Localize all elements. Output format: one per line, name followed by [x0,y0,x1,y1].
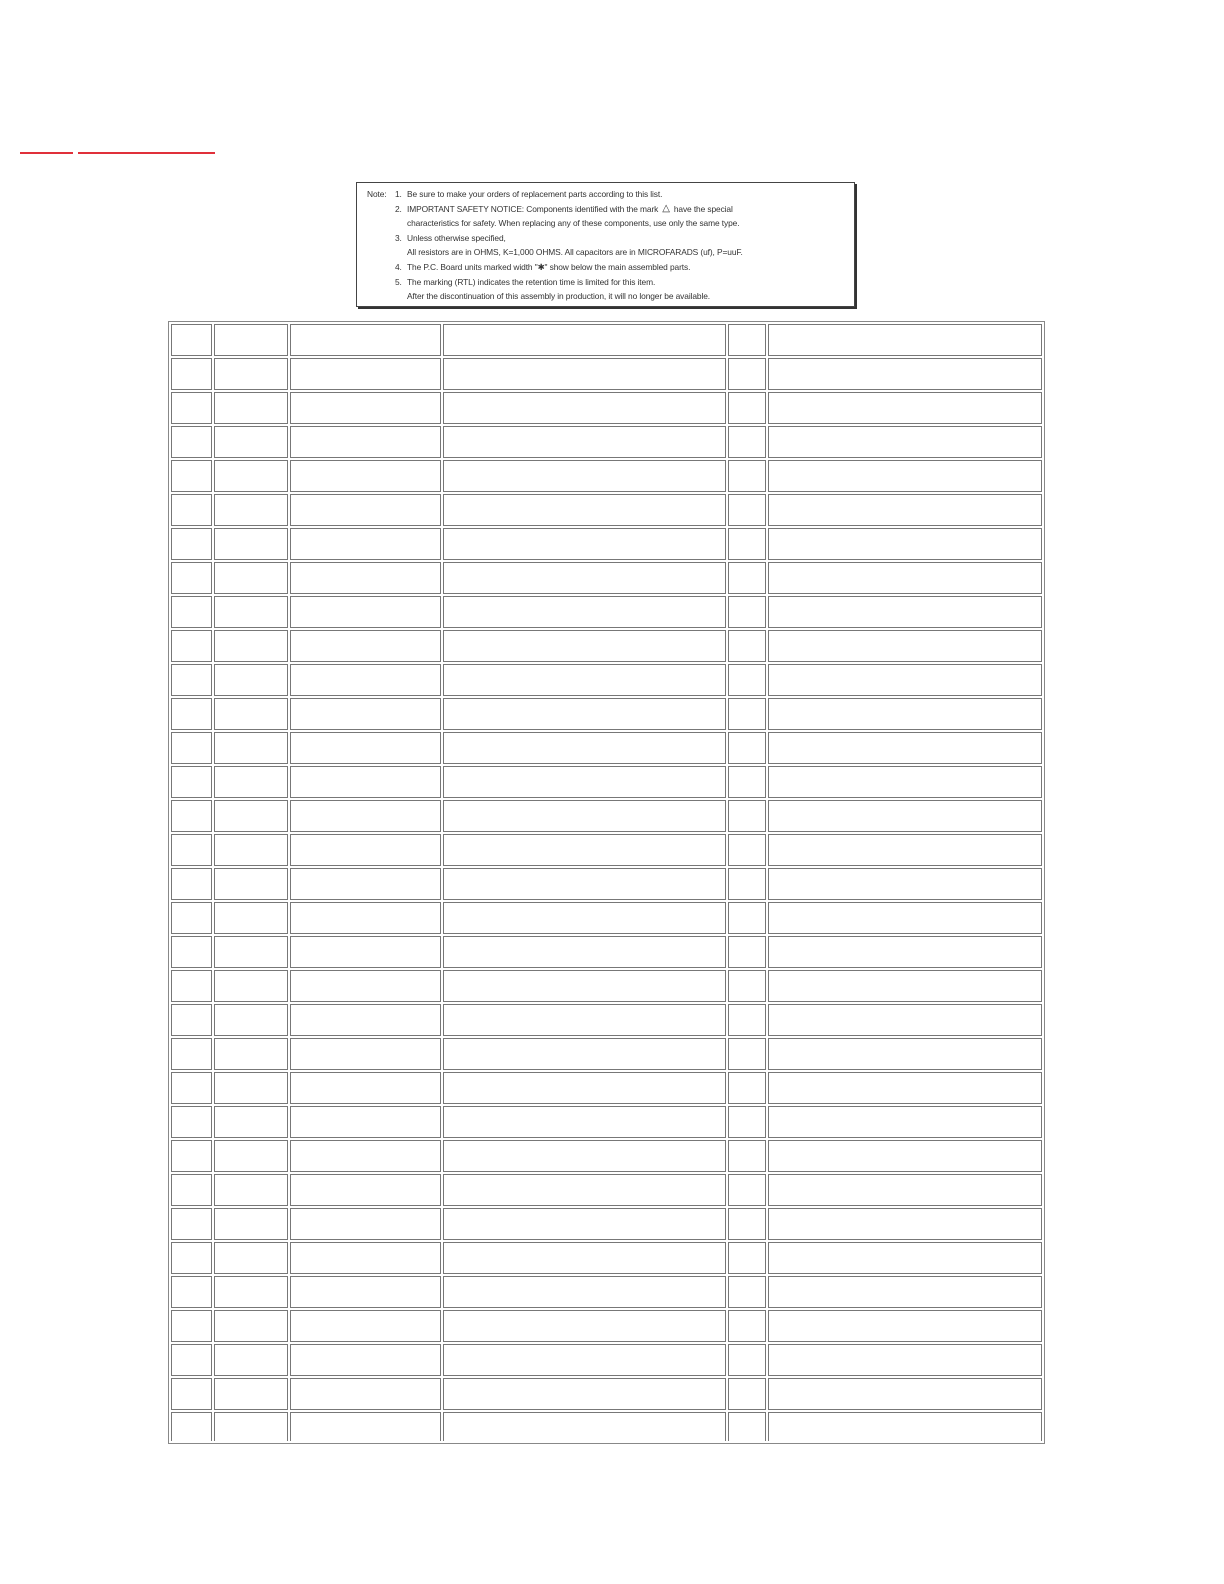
table-row [171,1004,1042,1036]
table-cell [290,392,442,424]
table-cell [290,902,442,934]
table-cell [443,664,725,696]
note-item-5-cont [367,289,846,304]
table-cell [171,528,212,560]
table-cell [171,936,212,968]
table-cell [171,562,212,594]
table-cell [443,494,725,526]
table-cell [728,460,766,492]
table-cell [768,494,1042,526]
table-cell [768,1004,1042,1036]
notes-box [356,182,855,307]
table-cell [728,902,766,934]
safety-mark-icon: △ [662,202,670,214]
table-cell [214,1072,287,1104]
table-cell [171,868,212,900]
table-cell [290,494,442,526]
table-cell [171,324,212,356]
table-cell [214,358,287,390]
note-item-1 [367,187,846,202]
note-item-4 [367,260,846,275]
table-cell [443,1344,725,1376]
table-cell [171,1004,212,1036]
table-cell [768,834,1042,866]
table-cell [171,460,212,492]
table-row [171,528,1042,560]
table-cell [171,664,212,696]
table-cell [290,562,442,594]
note-text: After the discontinuation of this assembly in production, it will no longer be available. [407,291,711,302]
table-cell [728,664,766,696]
table-cell [728,1174,766,1206]
table-cell [214,562,287,594]
note-text: The P.C. Board units marked width "✱" show below the main assembled parts. [407,261,691,272]
table-cell [290,426,442,458]
table-row [171,766,1042,798]
table-cell [290,664,442,696]
table-cell [214,732,287,764]
table-cell [171,1208,212,1240]
table-cell [214,392,287,424]
table-cell [171,1174,212,1206]
table-cell [443,1072,725,1104]
table-cell [728,1072,766,1104]
table-cell [768,1276,1042,1308]
table-row [171,358,1042,390]
table-cell [728,358,766,390]
table-cell [443,426,725,458]
table-row [171,1174,1042,1206]
table-cell [443,596,725,628]
table-cell [443,630,725,662]
note-label: Note: [367,189,387,199]
note-item-5 [367,275,846,290]
note-text: Be sure to make your orders of replacement parts according to this list. [407,189,663,199]
table-cell [171,800,212,832]
table-cell [171,1140,212,1172]
table-cell [768,970,1042,1002]
table-cell [290,766,442,798]
table-cell [768,766,1042,798]
table-cell [443,732,725,764]
table-cell [443,1242,725,1274]
note-number: 4. [395,261,402,272]
table-cell [443,698,725,730]
table-cell [171,834,212,866]
parts-list-table [168,321,1045,1444]
table-cell [290,698,442,730]
table-cell [171,392,212,424]
table-cell [171,596,212,628]
table-cell [443,1378,725,1410]
table-cell [768,902,1042,934]
table-row [171,426,1042,458]
table-cell [728,1208,766,1240]
table-cell [214,426,287,458]
table-cell [768,732,1042,764]
table-cell [214,698,287,730]
table-row [171,392,1042,424]
table-cell [290,1106,442,1138]
table-cell [768,1310,1042,1342]
table-cell [214,868,287,900]
table-cell [290,868,442,900]
table-cell [728,970,766,1002]
table-cell [290,1412,442,1441]
table-cell [171,970,212,1002]
note-item-2 [367,202,846,217]
table-cell [728,426,766,458]
table-cell [768,460,1042,492]
table-cell [443,1412,725,1441]
table-cell [443,936,725,968]
table-cell [443,1140,725,1172]
table-cell [171,1344,212,1376]
table-cell [768,936,1042,968]
table-row [171,698,1042,730]
table-cell [728,732,766,764]
table-cell [728,1004,766,1036]
table-cell [214,1208,287,1240]
table-row [171,324,1042,356]
table-cell [290,460,442,492]
table-cell [443,1276,725,1308]
nav-link-back[interactable] [20,140,73,154]
table-cell [214,596,287,628]
table-row [171,1378,1042,1410]
table-cell [768,426,1042,458]
table-cell [171,1412,212,1441]
table-cell [214,1174,287,1206]
table-cell [290,528,442,560]
table-cell [443,392,725,424]
table-cell [728,596,766,628]
note-text: characteristics for safety. When replacing any of these components, use only the same type. [407,218,740,229]
table-cell [728,766,766,798]
table-cell [290,358,442,390]
table-cell [214,1378,287,1410]
table-cell [768,1378,1042,1410]
table-cell [728,1344,766,1376]
table-cell [728,1106,766,1138]
note-text: IMPORTANT SAFETY NOTICE: Components identified with the mark [407,203,659,214]
table-cell [214,800,287,832]
table-cell [171,698,212,730]
table-cell [171,1310,212,1342]
table-cell [768,1072,1042,1104]
note-number: 2. [395,203,402,214]
table-cell [290,324,442,356]
table-cell [443,1310,725,1342]
table-cell [171,1106,212,1138]
table-row [171,902,1042,934]
table-cell [728,1276,766,1308]
table-cell [290,596,442,628]
table-row [171,1310,1042,1342]
table-cell [728,324,766,356]
table-cell [214,460,287,492]
table-cell [214,528,287,560]
table-cell [768,562,1042,594]
table-cell [214,324,287,356]
table-cell [290,1344,442,1376]
table-cell [171,902,212,934]
table-cell [728,1242,766,1274]
table-cell [768,630,1042,662]
table-cell [290,732,442,764]
table-row [171,1412,1042,1441]
table-cell [290,1208,442,1240]
note-number: 3. [395,232,402,243]
table-cell [728,1140,766,1172]
table-cell [768,1174,1042,1206]
table-cell [768,1412,1042,1441]
table-cell [728,630,766,662]
table-cell [768,1242,1042,1274]
table-row [171,460,1042,492]
table-cell [768,1344,1042,1376]
note-number: 1. [395,189,402,199]
table-cell [728,392,766,424]
table-cell [768,1038,1042,1070]
nav-link-index[interactable] [78,140,215,154]
table-cell [443,460,725,492]
table-row [171,1276,1042,1308]
table-cell [728,562,766,594]
table-cell [768,324,1042,356]
table-cell [214,1038,287,1070]
table-cell [768,1140,1042,1172]
table-cell [214,1310,287,1342]
table-row [171,494,1042,526]
table-cell [290,1310,442,1342]
table-cell [214,1344,287,1376]
table-cell [290,970,442,1002]
table-cell [290,834,442,866]
table-cell [728,1412,766,1441]
table-row [171,1140,1042,1172]
table-cell [768,868,1042,900]
table-row [171,800,1042,832]
table-cell [728,1038,766,1070]
table-cell [214,970,287,1002]
table-row [171,732,1042,764]
table-cell [171,1242,212,1274]
table-cell [290,1072,442,1104]
table-cell [443,324,725,356]
table-row [171,1038,1042,1070]
table-cell [768,596,1042,628]
note-text: have the special [673,203,733,214]
table-cell [214,1412,287,1441]
table-cell [443,766,725,798]
table-cell [171,732,212,764]
table-cell [443,834,725,866]
table-cell [768,392,1042,424]
table-cell [290,630,442,662]
table-cell [443,902,725,934]
table-cell [443,1106,725,1138]
table-cell [290,936,442,968]
table-cell [768,698,1042,730]
table-row [171,1242,1042,1274]
table-cell [728,528,766,560]
table-cell [728,698,766,730]
table-cell [443,1004,725,1036]
table-cell [290,1276,442,1308]
table-cell [443,1174,725,1206]
table-cell [443,1038,725,1070]
table-cell [171,1276,212,1308]
table-cell [768,528,1042,560]
table-cell [768,1208,1042,1240]
table-cell [214,1004,287,1036]
note-item-3-cont [367,245,846,260]
table-row [171,868,1042,900]
table-cell [290,1140,442,1172]
table-cell [171,1072,212,1104]
parts-table-body [171,324,1042,1441]
table-cell [290,800,442,832]
table-cell [728,834,766,866]
table-cell [214,1242,287,1274]
table-cell [214,1140,287,1172]
table-cell [171,1378,212,1410]
note-text: All resistors are in OHMS, K=1,000 OHMS. All capacitors are in MICROFARADS (uf), P=uuF. [407,247,743,258]
table-row [171,664,1042,696]
table-cell [214,902,287,934]
note-number: 5. [395,276,402,287]
table-row [171,562,1042,594]
table-cell [728,494,766,526]
table-cell [214,664,287,696]
table-cell [443,528,725,560]
table-row [171,936,1042,968]
table-cell [214,936,287,968]
note-item-2-cont [367,216,846,231]
note-text: Unless otherwise specified, [407,232,506,243]
table-cell [728,936,766,968]
table-cell [171,358,212,390]
table-cell [728,868,766,900]
table-cell [214,630,287,662]
table-cell [214,834,287,866]
table-cell [728,800,766,832]
table-cell [768,358,1042,390]
table-cell [171,630,212,662]
table-cell [171,766,212,798]
table-cell [443,358,725,390]
table-cell [443,868,725,900]
table-cell [214,494,287,526]
table-cell [171,1038,212,1070]
table-cell [171,494,212,526]
table-cell [728,1378,766,1410]
note-text: The marking (RTL) indicates the retention time is limited for this item. [407,276,656,287]
table-row [171,1208,1042,1240]
table-cell [768,664,1042,696]
table-cell [443,562,725,594]
table-cell [728,1310,766,1342]
table-cell [171,426,212,458]
table-row [171,630,1042,662]
table-cell [214,766,287,798]
table-cell [290,1004,442,1036]
table-cell [290,1378,442,1410]
table-cell [290,1174,442,1206]
table-cell [768,800,1042,832]
table-cell [443,970,725,1002]
table-cell [290,1038,442,1070]
table-cell [214,1276,287,1308]
table-cell [443,1208,725,1240]
table-row [171,1106,1042,1138]
table-row [171,596,1042,628]
note-item-3 [367,231,846,246]
table-row [171,1072,1042,1104]
table-row [171,970,1042,1002]
table-cell [290,1242,442,1274]
table-row [171,834,1042,866]
table-cell [443,800,725,832]
table-cell [768,1106,1042,1138]
table-row [171,1344,1042,1376]
table-cell [214,1106,287,1138]
